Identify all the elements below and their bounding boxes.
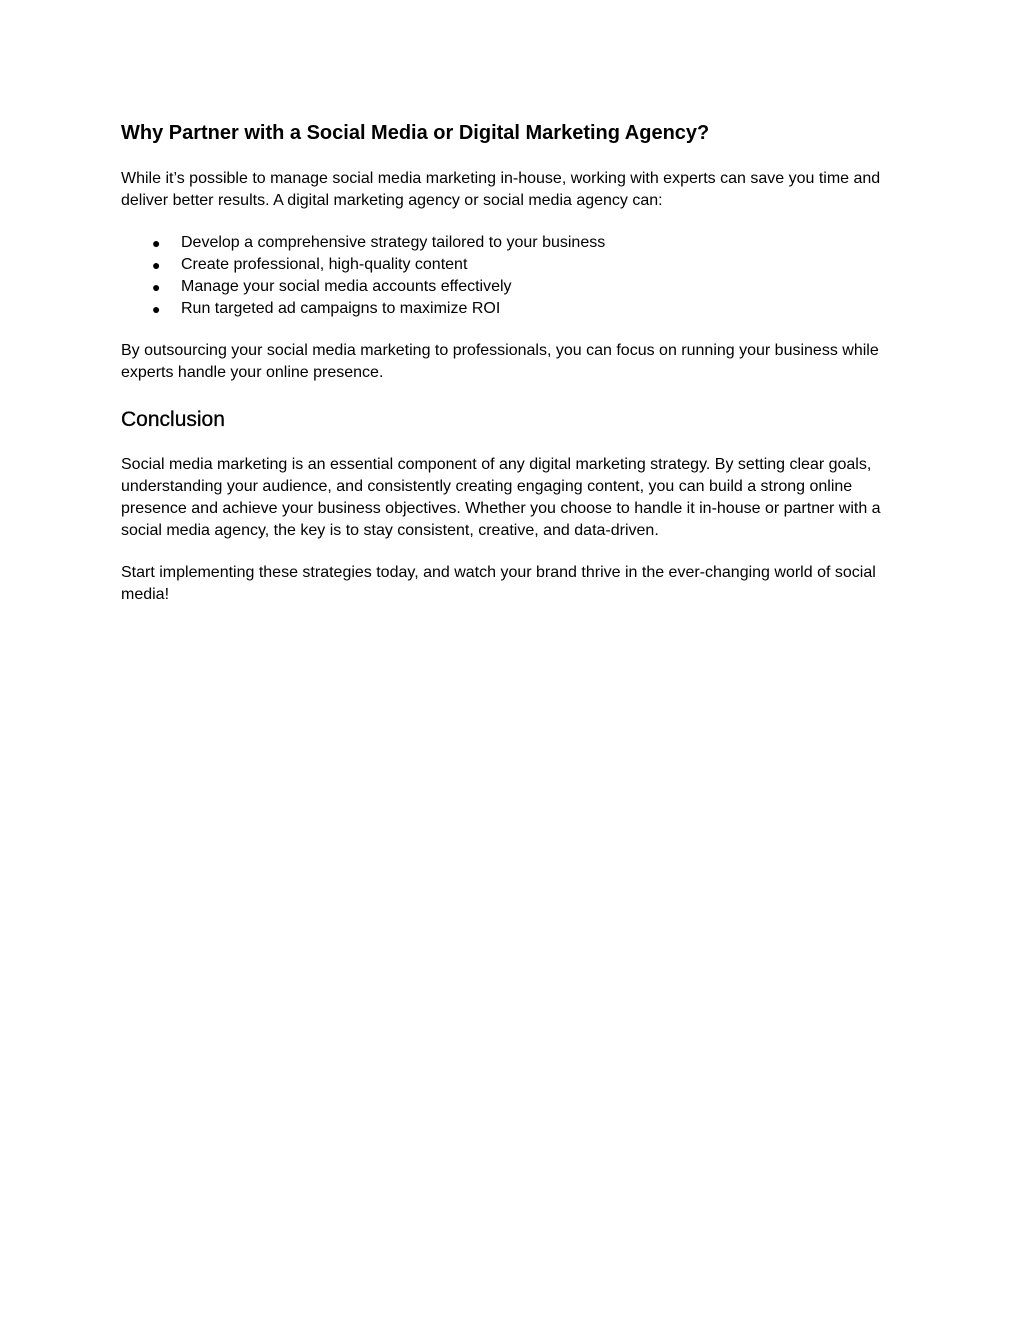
outsourcing-paragraph: By outsourcing your social media marketing to professionals, you can focus on running your business while experts handle your online presence. — [121, 342, 879, 381]
list-item — [121, 298, 901, 320]
call-to-action-paragraph: Start implementing these strategies today, and watch your brand thrive in the ever-changing world of social media! — [121, 564, 876, 603]
bullet-icon: ● — [152, 301, 161, 317]
section-heading-conclusion: Conclusion — [121, 408, 225, 431]
list-item — [121, 232, 901, 254]
bullet-icon: ● — [152, 257, 161, 273]
agency-benefits-list — [121, 232, 901, 320]
list-item-text: Run targeted ad campaigns to maximize ROI — [181, 300, 501, 317]
intro-paragraph: While it’s possible to manage social media marketing in-house, working with experts can save you time and deliver better results. A digital marketing agency or social media agency can: — [121, 170, 881, 209]
list-item-text: Create professional, high-quality content — [181, 256, 468, 273]
section-heading-why-partner: Why Partner with a Social Media or Digital Marketing Agency? — [121, 122, 710, 144]
list-item — [121, 254, 901, 276]
list-item — [121, 276, 901, 298]
list-item-text: Manage your social media accounts effectively — [181, 278, 512, 295]
list-item-text: Develop a comprehensive strategy tailored to your business — [181, 234, 606, 251]
bullet-icon: ● — [152, 235, 161, 251]
conclusion-paragraph: Social media marketing is an essential component of any digital marketing strategy. By setting clear goals, understanding your audience, and consistently creating engaging content, you can build a strong online presence and achieve your business objectives. Whether you choose to handle it in-house or partner with a social media agency, the key is to stay consistent, creative, and data-driven. — [121, 456, 881, 539]
bullet-icon: ● — [152, 279, 161, 295]
document-page — [121, 118, 901, 606]
